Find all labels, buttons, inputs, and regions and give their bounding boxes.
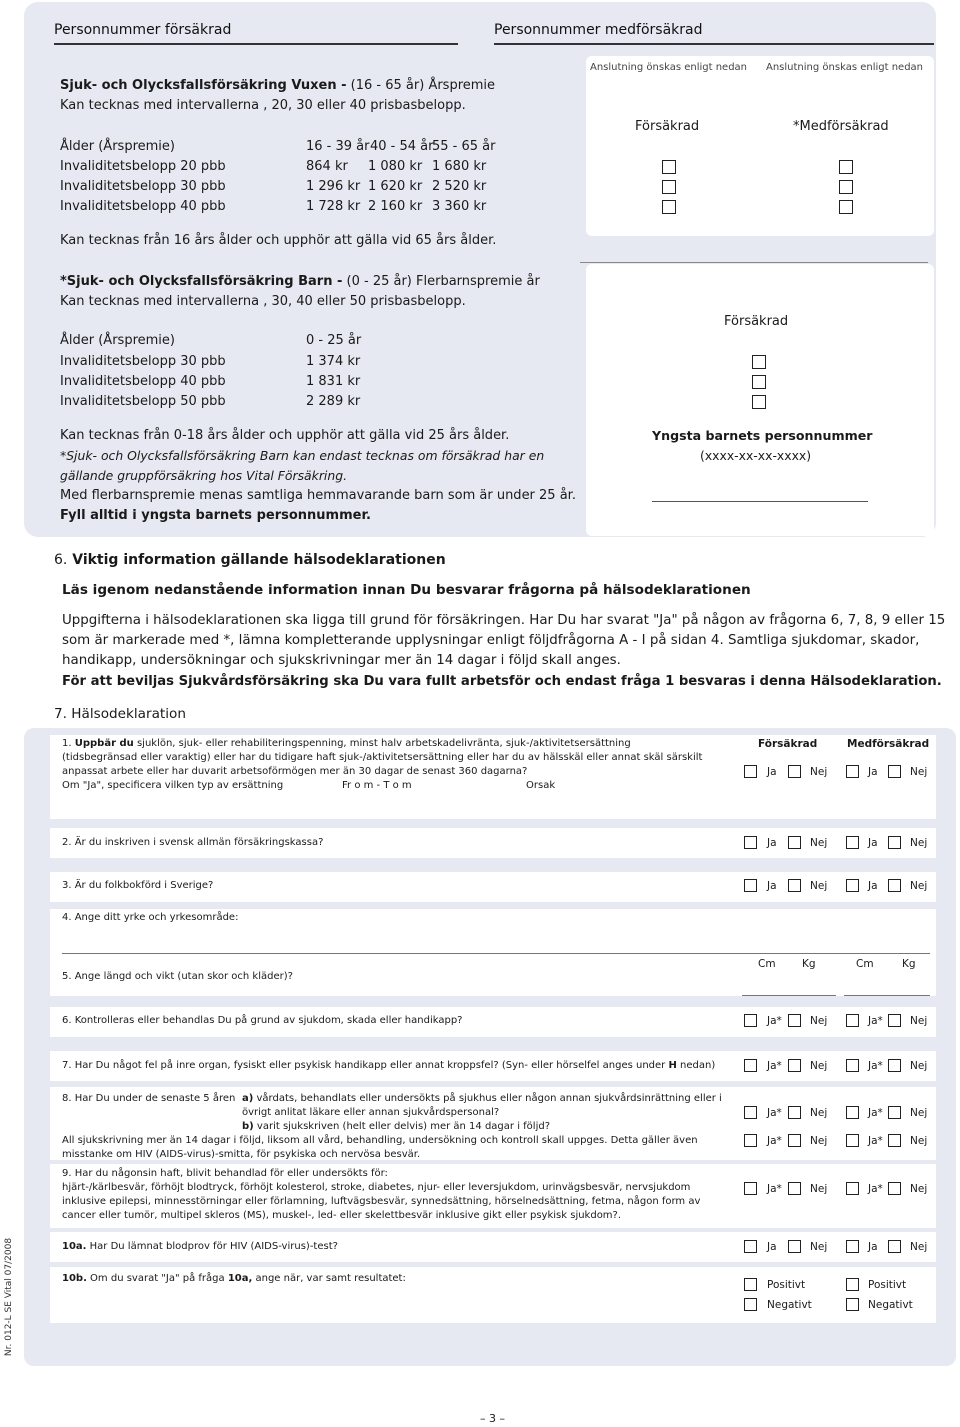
ja-label: Ja (868, 837, 878, 849)
personnummer-forsakrad-label: Personnummer försäkrad (54, 22, 232, 38)
child-flerbarn-note: Med flerbarnspremie menas samtliga hemmavarande barn som är under 25 år. (60, 488, 576, 503)
child-row-value: 1 374 kr (306, 354, 361, 369)
adult-age-range-3: 55 - 65 år (432, 139, 496, 154)
section6-text-1: Uppgifterna i hälsodeklarationen ska ligga till grund för försäkringen. Har Du har svarat "Ja" på någon av frågorna 6, 7, 8, 9 eller 15 (62, 613, 946, 628)
q2-medforsakrad-ja-checkbox[interactable] (846, 836, 859, 849)
ja-label: Ja (868, 766, 878, 778)
youngest-child-format: (xxxx-xx-xx-xxxx) (700, 448, 812, 463)
q3-medforsakrad-ja-checkbox[interactable] (846, 879, 859, 892)
adult-40pbb-medforsakrad-checkbox[interactable] (839, 200, 853, 214)
adult-age-label: Ålder (Årspremie) (60, 139, 175, 154)
child-age-label: Ålder (Årspremie) (60, 333, 175, 348)
adult-row-label: Invaliditetsbelopp 30 pbb (60, 179, 226, 194)
q1-from-tom: Fr o m - T o m (342, 780, 412, 791)
child-subtitle: Kan tecknas med intervallerna , 30, 40 eller 50 prisbasbelopp. (60, 294, 466, 309)
child-row-value: 1 831 kr (306, 374, 361, 389)
q8a-medforsakrad-nej-checkbox[interactable] (888, 1106, 901, 1119)
nej-label: Nej (910, 1015, 928, 1027)
q2-forsakrad-nej-checkbox[interactable] (788, 836, 801, 849)
q6-medforsakrad-nej-checkbox[interactable] (888, 1014, 901, 1027)
q9-text-4: cancer eller tumör, multipel skleros (MS), muskel-, led- eller skelettbesvär inklusive gikt eller psykisk sjukdom?. (62, 1210, 622, 1221)
positivt-label: Positivt (868, 1279, 907, 1291)
q6-text: 6. Kontrolleras eller behandlas Du på grund av sjukdom, skada eller handikapp? (62, 1015, 463, 1026)
right-column-panel (586, 56, 934, 236)
q8a-forsakrad-nej-checkbox[interactable] (788, 1106, 801, 1119)
adult-row-value: 2 160 kr (368, 199, 423, 214)
q5-forsakrad-cm-label: Cm (758, 958, 776, 970)
child-30pbb-checkbox[interactable] (752, 355, 766, 369)
nej-label: Nej (910, 880, 928, 892)
positivt-label: Positivt (767, 1279, 806, 1291)
child-row-value: 2 289 kr (306, 394, 361, 409)
child-40pbb-checkbox[interactable] (752, 375, 766, 389)
child-group-note-2: gällande gruppförsäkring hos Vital Försäkring. (60, 468, 348, 483)
q8a-forsakrad-ja-checkbox[interactable] (744, 1106, 757, 1119)
child-age-note: Kan tecknas från 0-18 års ålder och upphör att gälla vid 25 års ålder. (60, 428, 510, 443)
adult-20pbb-medforsakrad-checkbox[interactable] (839, 160, 853, 174)
adult-row-value: 1 080 kr (368, 159, 423, 174)
q7-forsakrad-nej-checkbox[interactable] (788, 1059, 801, 1072)
nej-label: Nej (810, 880, 828, 892)
adult-row-value: 3 360 kr (432, 199, 487, 214)
adult-title: Sjuk- och Olycksfallsförsäkring Vuxen - (16 - 65 år) Årspremie (60, 78, 496, 93)
nej-label: Nej (810, 1135, 828, 1147)
adult-age-note: Kan tecknas från 16 års ålder och upphör att gälla vid 65 års ålder. (60, 233, 497, 248)
ja-label: Ja (767, 766, 777, 778)
q7-medforsakrad-nej-checkbox[interactable] (888, 1059, 901, 1072)
section6-text-2: som är markerade med *, lämna kompletterande upplysningar enligt följdfrågorna A - I på sidan 4. Samtliga sjukdomar, skador, (62, 633, 920, 648)
adult-30pbb-medforsakrad-checkbox[interactable] (839, 180, 853, 194)
q3-forsakrad-nej-checkbox[interactable] (788, 879, 801, 892)
nej-label: Nej (810, 766, 828, 778)
adult-col-medforsakrad: *Medförsäkrad (793, 119, 889, 134)
q1-medforsakrad-nej-checkbox[interactable] (888, 765, 901, 778)
q3-medforsakrad-nej-checkbox[interactable] (888, 879, 901, 892)
ja-label: Ja (767, 837, 777, 849)
q9-medforsakrad-ja-checkbox[interactable] (846, 1182, 859, 1195)
q2-medforsakrad-nej-checkbox[interactable] (888, 836, 901, 849)
personnummer-medforsakrad-label: Personnummer medförsäkrad (494, 22, 703, 38)
q9-forsakrad-ja-checkbox[interactable] (744, 1182, 757, 1195)
child-title: *Sjuk- och Olycksfallsförsäkring Barn - (0 - 25 år) Flerbarnspremie år (60, 274, 540, 289)
q10a-medforsakrad-nej-checkbox[interactable] (888, 1240, 901, 1253)
q2-forsakrad-ja-checkbox[interactable] (744, 836, 757, 849)
q6-forsakrad-nej-checkbox[interactable] (788, 1014, 801, 1027)
adult-row-label: Invaliditetsbelopp 20 pbb (60, 159, 226, 174)
q10a-text: 10a. Har Du lämnat blodprov för HIV (AIDS-virus)-test? (62, 1241, 338, 1252)
q10b-medforsakrad-positivt-checkbox[interactable] (846, 1278, 859, 1291)
q10a-medforsakrad-ja-checkbox[interactable] (846, 1240, 859, 1253)
nej-label: Nej (810, 1183, 828, 1195)
nej-label: Nej (910, 1241, 928, 1253)
q1-forsakrad-nej-checkbox[interactable] (788, 765, 801, 778)
child-row-label: Invaliditetsbelopp 40 pbb (60, 374, 226, 389)
q10b-medforsakrad-negativt-checkbox[interactable] (846, 1298, 859, 1311)
s7-col-forsakrad: Försäkrad (758, 738, 818, 750)
nej-label: Nej (810, 837, 828, 849)
q4-answer-line[interactable] (62, 953, 930, 954)
q1-forsakrad-ja-checkbox[interactable] (744, 765, 757, 778)
q10b-forsakrad-positivt-checkbox[interactable] (744, 1278, 757, 1291)
page-number: – 3 – (480, 1412, 505, 1425)
q8b-medforsakrad-ja-checkbox[interactable] (846, 1134, 859, 1147)
ja-star-label: Ja* (767, 1107, 782, 1119)
q9-text-3: inklusive epilepsi, minnesstörningar eller förlamning, luftvägsbesvär, synnedsättning, hörselnedsättning, fetma, någon form av (62, 1196, 701, 1207)
q5-forsakrad-kg-label: Kg (802, 958, 816, 970)
q9-text-2: hjärt-/kärlbesvär, förhöjt blodtryck, förhöjt kolesterol, stroke, diabetes, njur- eller leversjukdom, urinvägsbesvär, nervsjukdom (62, 1182, 691, 1193)
q1-text-line-4: Om "Ja", specificera vilken typ av ersättning (62, 780, 284, 791)
adult-age-range-2: 40 - 54 år (370, 139, 434, 154)
nej-label: Nej (910, 766, 928, 778)
adult-30pbb-forsakrad-checkbox[interactable] (662, 180, 676, 194)
ja-label: Ja (868, 880, 878, 892)
ja-star-label: Ja* (767, 1135, 782, 1147)
personnummer-forsakrad-line[interactable] (54, 43, 458, 45)
ja-star-label: Ja* (868, 1183, 883, 1195)
child-row-label: Invaliditetsbelopp 30 pbb (60, 354, 226, 369)
ja-label: Ja (767, 1241, 777, 1253)
ja-star-label: Ja* (868, 1107, 883, 1119)
q1-text-line-2: (tidsbegränsad eller varaktig) eller har du tidigare haft sjuk-/aktivitetsersättning eller har du av hälsskäl eller annat skäl särskilt (62, 752, 703, 763)
nej-label: Nej (910, 1135, 928, 1147)
q8a-text-2: övrigt anlitat läkare eller annan sjukvårdspersonal? (242, 1107, 500, 1118)
adult-20pbb-forsakrad-checkbox[interactable] (662, 160, 676, 174)
q1-orsak: Orsak (526, 780, 556, 791)
form-code-side-label: Nr. 012-L SE Vital 07/2008 (4, 1237, 14, 1357)
ja-star-label: Ja* (868, 1135, 883, 1147)
negativt-label: Negativt (868, 1299, 913, 1311)
q7-medforsakrad-ja-checkbox[interactable] (846, 1059, 859, 1072)
section6-title: 6. Viktig information gällande hälsodeklarationen (54, 552, 446, 568)
child-fill-note: Fyll alltid i yngsta barnets personnummer. (60, 508, 371, 523)
q5-medforsakrad-kg-label: Kg (902, 958, 916, 970)
q8-note-2: misstanke om HIV (AIDS-virus)-smitta, för psykiska och nervösa besvär. (62, 1149, 421, 1160)
q5-medforsakrad-answer-line[interactable] (844, 995, 930, 996)
q1-medforsakrad-ja-checkbox[interactable] (846, 765, 859, 778)
q1-text-line-1: 1. Uppbär du sjuklön, sjuk- eller rehabiliteringspenning, minst halv arbetskadelivränta, sjuk-/aktivitetsersättning (62, 738, 631, 749)
personnummer-medforsakrad-line[interactable] (494, 43, 934, 45)
anslutning-medforsakrad: Anslutning önskas enligt nedan (766, 62, 924, 73)
child-age-range: 0 - 25 år (306, 333, 362, 348)
adult-row-value: 1 620 kr (368, 179, 423, 194)
adult-col-forsakrad: Försäkrad (635, 119, 700, 134)
ja-star-label: Ja* (767, 1060, 782, 1072)
q2-text: 2. Är du inskriven i svensk allmän försäkringskassa? (62, 837, 324, 848)
adult-row-value: 864 kr (306, 159, 348, 174)
q8a-medforsakrad-ja-checkbox[interactable] (846, 1106, 859, 1119)
q8b-text: b) varit sjukskriven (helt eller delvis) mer än 14 dagar i följd? (242, 1121, 551, 1132)
ja-label: Ja (868, 1241, 878, 1253)
q4-text: 4. Ange ditt yrke och yrkesområde: (62, 912, 239, 923)
ja-star-label: Ja* (868, 1015, 883, 1027)
q10b-text: 10b. Om du svarat "Ja" på fråga 10a, ange när, var samt resultatet: (62, 1273, 406, 1284)
adult-row-value: 1 296 kr (306, 179, 361, 194)
nej-label: Nej (910, 1183, 928, 1195)
nej-label: Nej (810, 1060, 828, 1072)
q8-lead: 8. Har Du under de senaste 5 åren (62, 1093, 236, 1104)
nej-label: Nej (810, 1107, 828, 1119)
adult-row-value: 1 728 kr (306, 199, 361, 214)
q8b-forsakrad-nej-checkbox[interactable] (788, 1134, 801, 1147)
ja-star-label: Ja* (767, 1183, 782, 1195)
q7-forsakrad-ja-checkbox[interactable] (744, 1059, 757, 1072)
q8a-text-1: a) vårdats, behandlats eller undersökts på sjukhus eller någon annan sjukvårdsinrättning eller i (242, 1093, 722, 1104)
youngest-child-input-line[interactable] (652, 501, 868, 502)
child-col-forsakrad: Försäkrad (724, 314, 789, 329)
q10a-forsakrad-nej-checkbox[interactable] (788, 1240, 801, 1253)
child-row-label: Invaliditetsbelopp 50 pbb (60, 394, 226, 409)
q8b-medforsakrad-nej-checkbox[interactable] (888, 1134, 901, 1147)
q3-text: 3. Är du folkbokförd i Sverige? (62, 880, 214, 891)
q8b-forsakrad-ja-checkbox[interactable] (744, 1134, 757, 1147)
youngest-child-label: Yngsta barnets personnummer (652, 428, 873, 443)
q5-forsakrad-answer-line[interactable] (742, 995, 836, 996)
ja-label: Ja (767, 880, 777, 892)
q9-medforsakrad-nej-checkbox[interactable] (888, 1182, 901, 1195)
negativt-label: Negativt (767, 1299, 812, 1311)
nej-label: Nej (910, 837, 928, 849)
s7-col-medforsakrad: Medförsäkrad (847, 738, 930, 750)
adult-row-value: 2 520 kr (432, 179, 487, 194)
adult-age-range-1: 16 - 39 år (306, 139, 370, 154)
q5-medforsakrad-cm-label: Cm (856, 958, 874, 970)
nej-label: Nej (910, 1107, 928, 1119)
q1-text-line-3: anpassat arbete eller har duvarit arbetsoförmögen mer än 30 dagar de senast 360 dagarna? (62, 766, 528, 777)
q8-note-1: All sjukskrivning mer än 14 dagar i följd, liksom all vård, behandling, undersökning och kontroll skall uppges. Detta gäller även (62, 1135, 698, 1146)
q9-forsakrad-nej-checkbox[interactable] (788, 1182, 801, 1195)
q10a-forsakrad-ja-checkbox[interactable] (744, 1240, 757, 1253)
q6-medforsakrad-ja-checkbox[interactable] (846, 1014, 859, 1027)
child-group-note: *Sjuk- och Olycksfallsförsäkring Barn kan endast tecknas om försäkrad har en (60, 448, 545, 463)
section6-text-3: handikapp, undersökningar och sjukskrivningar mer än 14 dagar i följd skall anges. (62, 653, 621, 668)
adult-divider (580, 262, 928, 263)
q9-text-1: 9. Har du någonsin haft, blivit behandlad för eller undersökts för: (62, 1168, 388, 1179)
q5-text: 5. Ange längd och vikt (utan skor och kläder)? (62, 971, 293, 982)
adult-40pbb-forsakrad-checkbox[interactable] (662, 200, 676, 214)
ja-star-label: Ja* (767, 1015, 782, 1027)
section7-title: 7. Hälsodeklaration (54, 706, 186, 722)
nej-label: Nej (810, 1241, 828, 1253)
anslutning-forsakrad: Anslutning önskas enligt nedan (590, 62, 748, 73)
section6-subtitle: Läs igenom nedanstående information innan Du besvarar frågorna på hälsodeklarationen (62, 582, 751, 598)
child-50pbb-checkbox[interactable] (752, 395, 766, 409)
nej-label: Nej (810, 1015, 828, 1027)
nej-label: Nej (910, 1060, 928, 1072)
q10b-forsakrad-negativt-checkbox[interactable] (744, 1298, 757, 1311)
adult-row-label: Invaliditetsbelopp 40 pbb (60, 199, 226, 214)
adult-subtitle: Kan tecknas med intervallerna , 20, 30 eller 40 prisbasbelopp. (60, 98, 466, 113)
adult-row-value: 1 680 kr (432, 159, 487, 174)
ja-star-label: Ja* (868, 1060, 883, 1072)
section6-text-4: För att beviljas Sjukvårdsförsäkring ska Du vara fullt arbetsför och endast fråga 1 besvaras i denna Hälsodeklaration. (62, 674, 942, 689)
q6-forsakrad-ja-checkbox[interactable] (744, 1014, 757, 1027)
q7-text: 7. Har Du något fel på inre organ, fysiskt eller psykisk handikapp eller annat kroppsfel? (Syn- eller hörselfel anges under H nedan) (62, 1060, 716, 1071)
q3-forsakrad-ja-checkbox[interactable] (744, 879, 757, 892)
